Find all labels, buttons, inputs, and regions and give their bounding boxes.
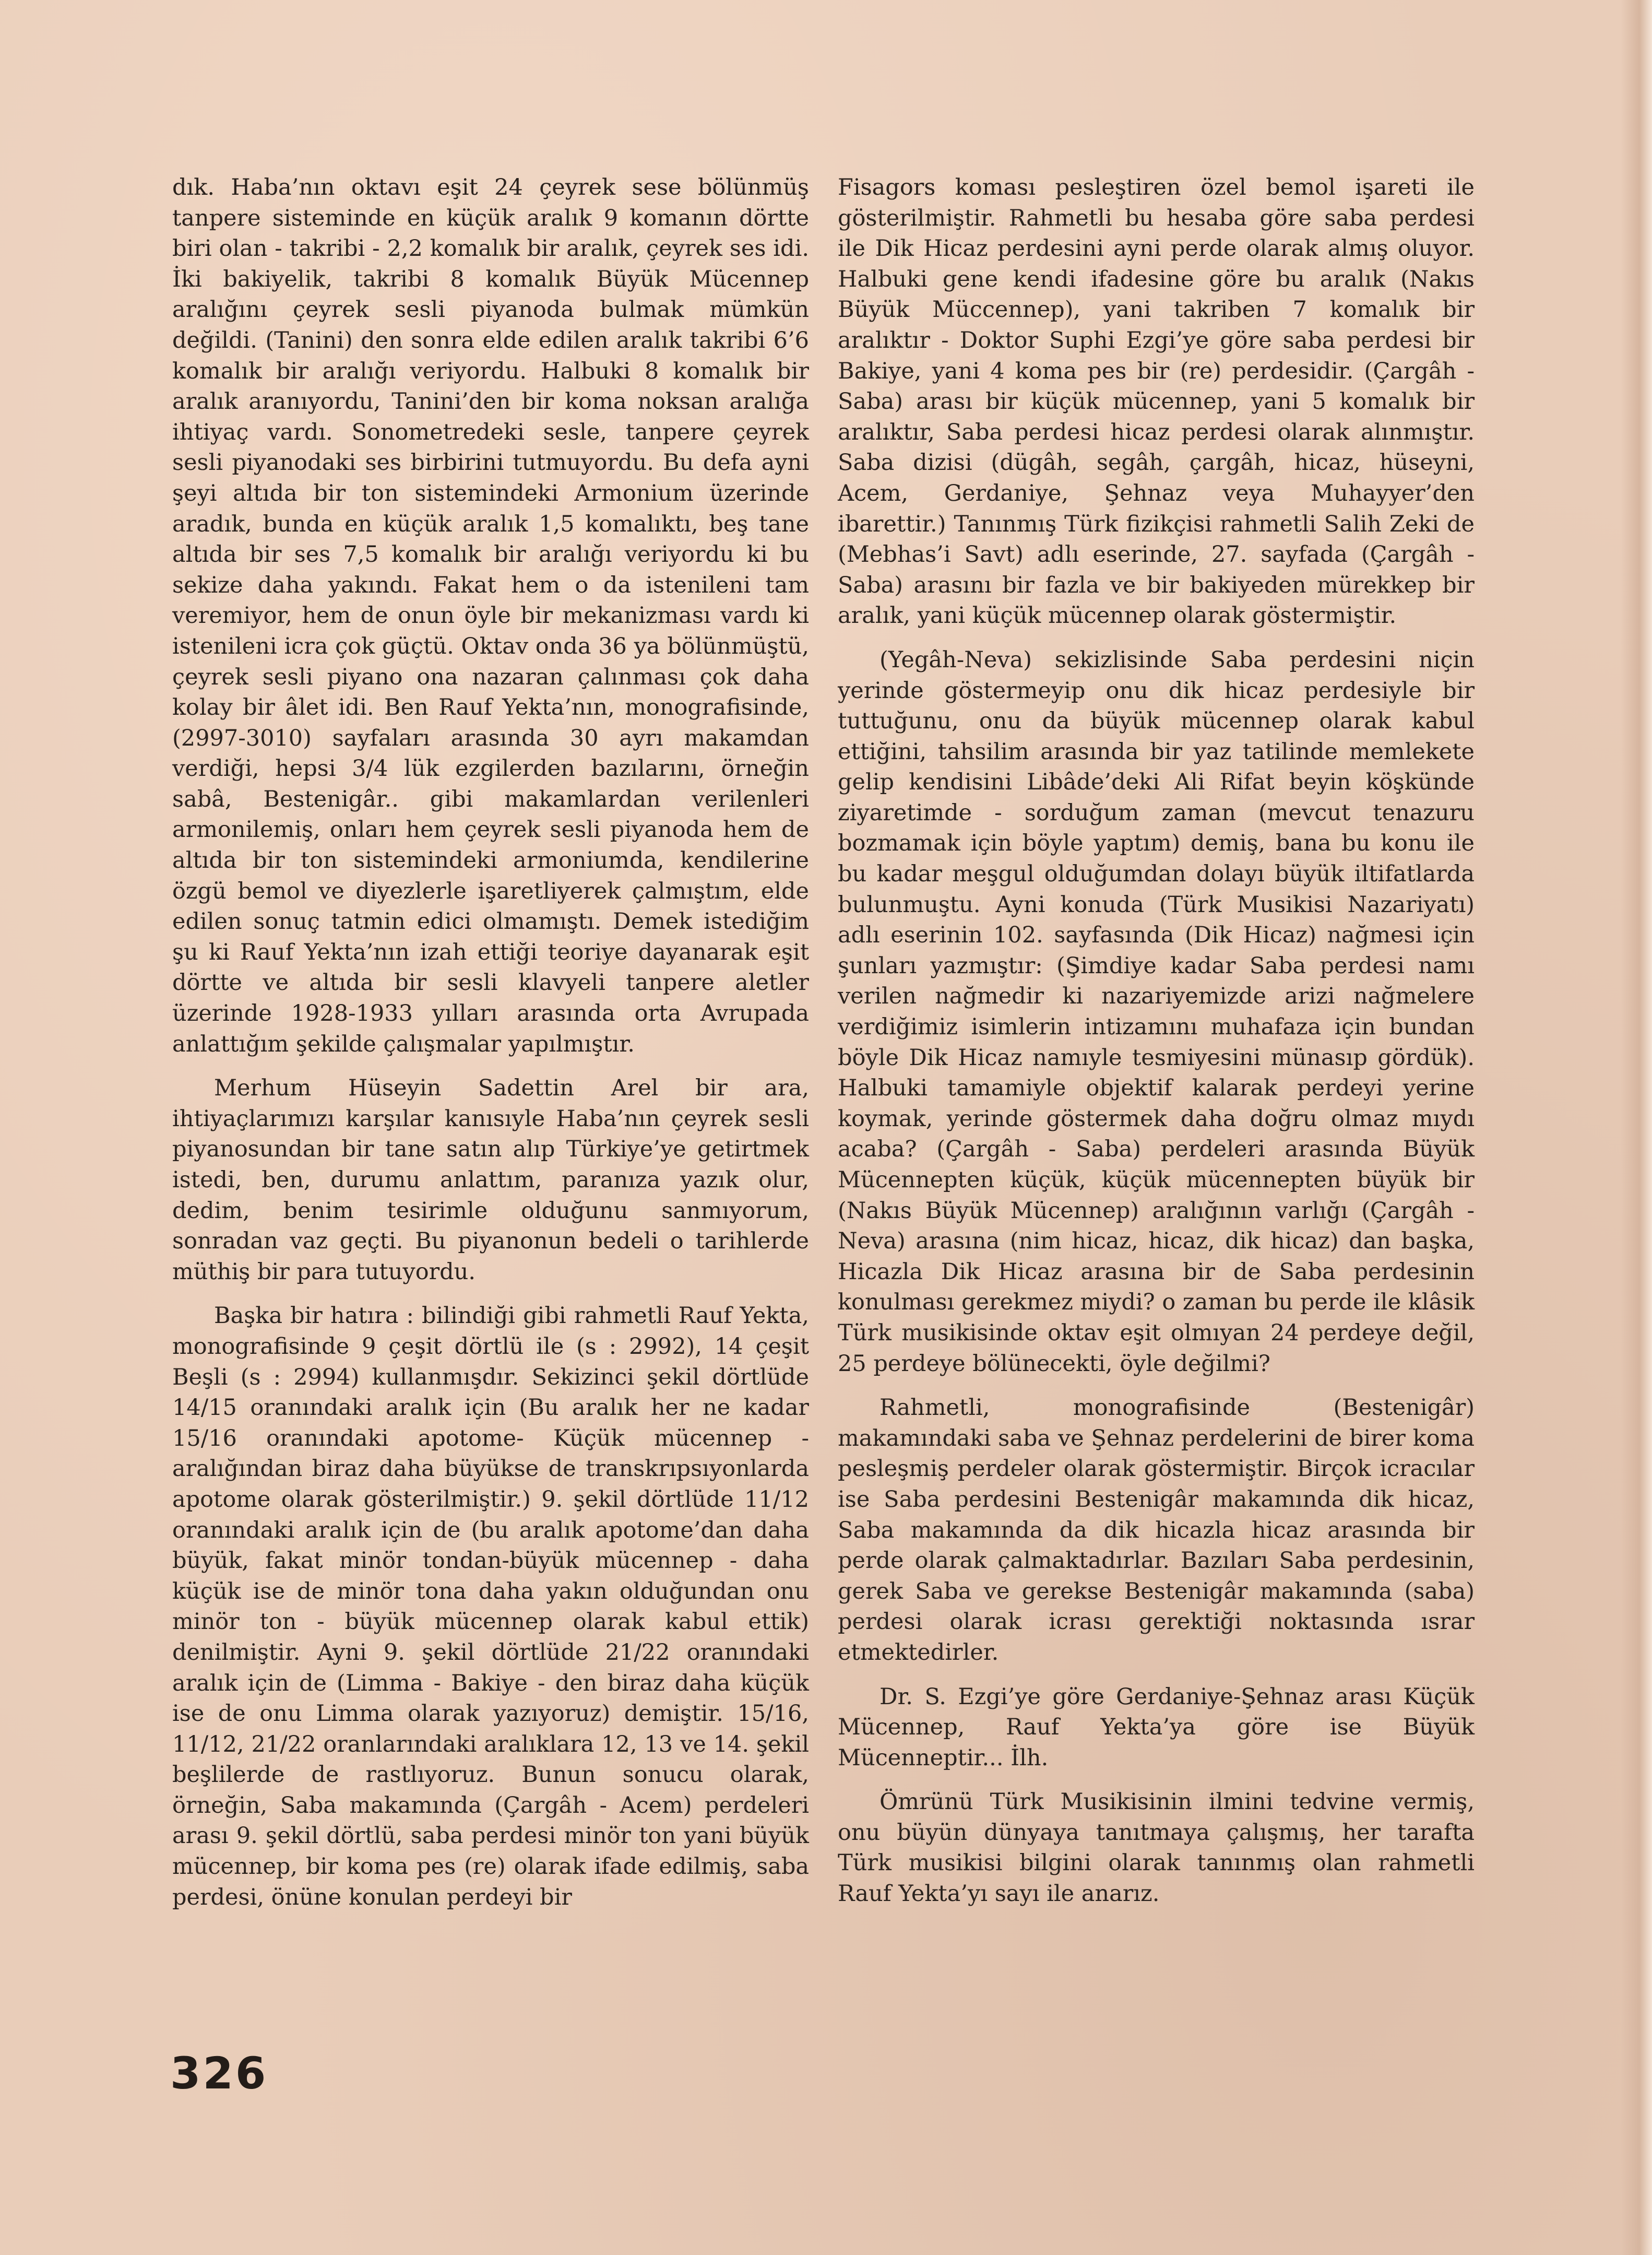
page-number: 326 bbox=[170, 2048, 268, 2099]
right-paragraph-2: (Yegâh-Neva) sekizlisinde Saba perdesini niçin yerinde göstermeyip onu dik hicaz perdesiyle bir tuttuğunu, onu da büyük mücennep olarak kabul ettiğini, tahsilim arasında bir yaz tatilinde memlekete gelip kendisini Libâde’deki Ali Rifat beyin köşkünde ziyaretimde - sorduğum zaman (mevcut tenazuru bozmamak için böyle yaptım) demiş, bana bu konu ile bu kadar meşgul olduğumdan dolayı büyük iltifatlarda bulunmuştu. Ayni konuda (Türk Musikisi Nazariyatı) adlı eserinin 102. sayfasında (Dik Hicaz) nağmesi için şunları yazmıştır: (Şimdiye kadar Saba perdesi namı verilen nağmedir ki nazariyemizde arizi nağmelere verdiğimiz isimlerin intizamını muhafaza için bundan böyle Dik Hicaz namıyle tesmiyesini münasıp gördük). Halbuki tamamiyle objektif kalarak perdeyi yerine koymak, yerinde göstermek daha doğru olmaz mıydı acaba? (Çargâh - Saba) perdeleri arasında Büyük Mücennepten küçük, küçük mücennepten büyük bir (Nakıs Büyük Mücennep) aralığının varlığı (Çargâh - Neva) arasına (nim hicaz, hicaz, dik hicaz) dan başka, Hicazla Dik Hicaz arasına bir de Saba perdesinin konulması gerekmez miydi? o zaman bu perde ile klâsik Türk musikisinde oktav eşit olmıyan 24 perdeye değil, 25 perdeye bölünecekti, öyle değilmi? bbox=[838, 646, 1475, 1377]
right-paragraph-3: Rahmetli, monografisinde (Bestenigâr) makamındaki saba ve Şehnaz perdelerini de birer koma pesleşmiş perdeler olarak göstermiştir. Birçok icracılar ise Saba perdesini Bestenigâr makamında dik hicaz, Saba makamında da dik hicazla hicaz arasında bir perde olarak çalmaktadırlar. Bazıları Saba perdesinin, gerek Saba ve gerekse Bestenigâr makamında (saba) perdesi olarak icrası gerektiği noktasında ısrar etmektedirler. bbox=[838, 1395, 1475, 1666]
right-paragraph-5: Ömrünü Türk Musikisinin ilmini tedvine vermiş, onu büyün dünyaya tanıtmaya çalışmış, her tarafta Türk musikisi bilgini olarak tanınmış olan rahmetli Rauf Yekta’yı sayı ile anarız. bbox=[838, 1789, 1475, 1907]
left-paragraph-1: dık. Haba’nın oktavı eşit 24 çeyrek sese bölünmüş tanpere sisteminde en küçük aralık 9 komanın dörtte biri olan - takribi - 2,2 komalık bir aralık, çeyrek ses idi. İki bakiyelik, takribi 8 komalık Büyük Mücennep aralığını çeyrek sesli piyanoda bulmak mümkün değildi. (Tanini) den sonra elde edilen aralık takribi 6’6 komalık bir aralığı veriyordu. Halbuki 8 komalık bir aralık aranıyordu, Tanini’den bir koma noksan aralığa ihtiyaç vardı. Sonometredeki sesle, tanpere çeyrek sesli piyanodaki ses birbirini tutmuyordu. Bu defa ayni şeyi altıda bir ton sistemindeki Armonium üzerinde aradık, bunda en küçük aralık 1,5 komalıktı, beş tane altıda bir ses 7,5 komalık bir aralığı veriyordu ki bu sekize daha yakındı. Fakat hem o da istenileni tam veremiyor, hem de onun öyle bir mekanizması vardı ki istenileni icra çok güçtü. Oktav onda 36 ya bölünmüştü, çeyrek sesli piyano ona nazaran çalınması çok daha kolay bir âlet idi. Ben Rauf Yekta’nın, monografisinde, (2997-3010) sayfaları arasında 30 ayrı makamdan verdiği, hepsi 3/4 lük ezgilerden bazılarını, örneğin sabâ, Bestenigâr.. gibi makamlardan verilenleri armonilemiş, onları hem çeyrek sesli piyanoda hem de altıda bir ton sistemindeki armoniumda, kendilerine özgü bemol ve diyezlerle işaretliyerek çalmıştım, elde edilen sonuç tatmin edici olmamıştı. Demek istediğim şu ki Rauf Yekta’nın izah ettiği teoriye dayanarak eşit dörtte ve altıda bir sesli klavyeli tanpere aletler üzerinde 1928-1933 yılları arasında orta Avrupada anlattığım şekilde çalışmalar yapılmıştır. bbox=[172, 174, 809, 1057]
left-paragraph-3: Başka bir hatıra : bilindiği gibi rahmetli Rauf Yekta, monografisinde 9 çeşit dörtlü ile (s : 2992), 14 çeşit Beşli (s : 2994) kullanmışdır. Sekizinci şekil dörtlüde 14/15 oranındaki aralık için (Bu aralık her ne kadar 15/16 oranındaki apotome- Küçük mücennep - aralığından biraz daha büyükse de transkrıpsıyonlarda apotome olarak gösterilmiştir.) 9. şekil dörtlüde 11/12 oranındaki aralık için de (bu aralık apotome’dan daha büyük, fakat minör tondan-büyük mücennep - daha küçük ise de minör tona daha yakın olduğundan onu minör ton - büyük mücennep olarak kabul ettik) denilmiştir. Ayni 9. şekil dörtlüde 21/22 oranındaki aralık için de (Limma - Bakiye - den biraz daha küçük ise de onu Limma olarak yazıyoruz) demiştir. 15/16, 11/12, 21/22 oranlarındaki aralıklara 12, 13 ve 14. şekil beşlilerde de rastlıyoruz. Bunun sonucu olarak, örneğin, Saba makamında (Çargâh - Acem) perdeleri arası 9. şekil dörtlü, saba perdesi minör ton yani büyük mücennep, bir koma pes (re) olarak ifade edilmiş, saba perdesi, önüne konulan perdeyi bir bbox=[172, 1303, 809, 1910]
left-column bbox=[172, 172, 809, 1912]
torn-page-edge bbox=[1621, 0, 1652, 2255]
right-paragraph-1: Fisagors koması pesleştiren özel bemol işareti ile gösterilmiştir. Rahmetli bu hesaba göre saba perdesi ile Dik Hicaz perdesini ayni perde olarak almış oluyor. Halbuki gene kendi ifadesine göre bu aralık (Nakıs Büyük Müccennep), yani takriben 7 komalık bir aralıktır - Doktor Suphi Ezgi’ye göre saba perdesi bir Bakiye, yani 4 koma pes bir (re) perdesidir. (Çargâh - Saba) arası bir küçük mücennep, yani 5 komalık bir aralıktır, Saba perdesi hicaz perdesi olarak alınmıştır. Saba dizisi (dügâh, segâh, çargâh, hicaz, hüseyni, Acem, Gerdaniye, Şehnaz veya Muhayyer’den ibarettir.) Tanınmış Türk fizikçisi rahmetli Salih Zeki de (Mebhas’i Savt) adlı eserinde, 27. sayfada (Çargâh - Saba) arasını bir fazla ve bir bakiyeden mürekkep bir aralık, yani küçük mücennep olarak göstermiştir. bbox=[838, 174, 1475, 629]
left-paragraph-2: Merhum Hüseyin Sadettin Arel bir ara, ihtiyaçlarımızı karşılar kanısıyle Haba’nın çeyrek sesli piyanosundan bir tane satın alıp Türkiye’ye getirtmek istedi, ben, durumu anlattım, paranıza yazık olur, dedim, benim tesirimle olduğunu sanmıyorum, sonradan vaz geçti. Bu piyanonun bedeli o tarihlerde müthiş bir para tutuyordu. bbox=[172, 1075, 809, 1285]
right-column bbox=[838, 172, 1475, 1909]
right-paragraph-4: Dr. S. Ezgi’ye göre Gerdaniye-Şehnaz arası Küçük Mücennep, Rauf Yekta’ya göre ise Büyük Mücenneptir... İlh. bbox=[838, 1683, 1475, 1771]
